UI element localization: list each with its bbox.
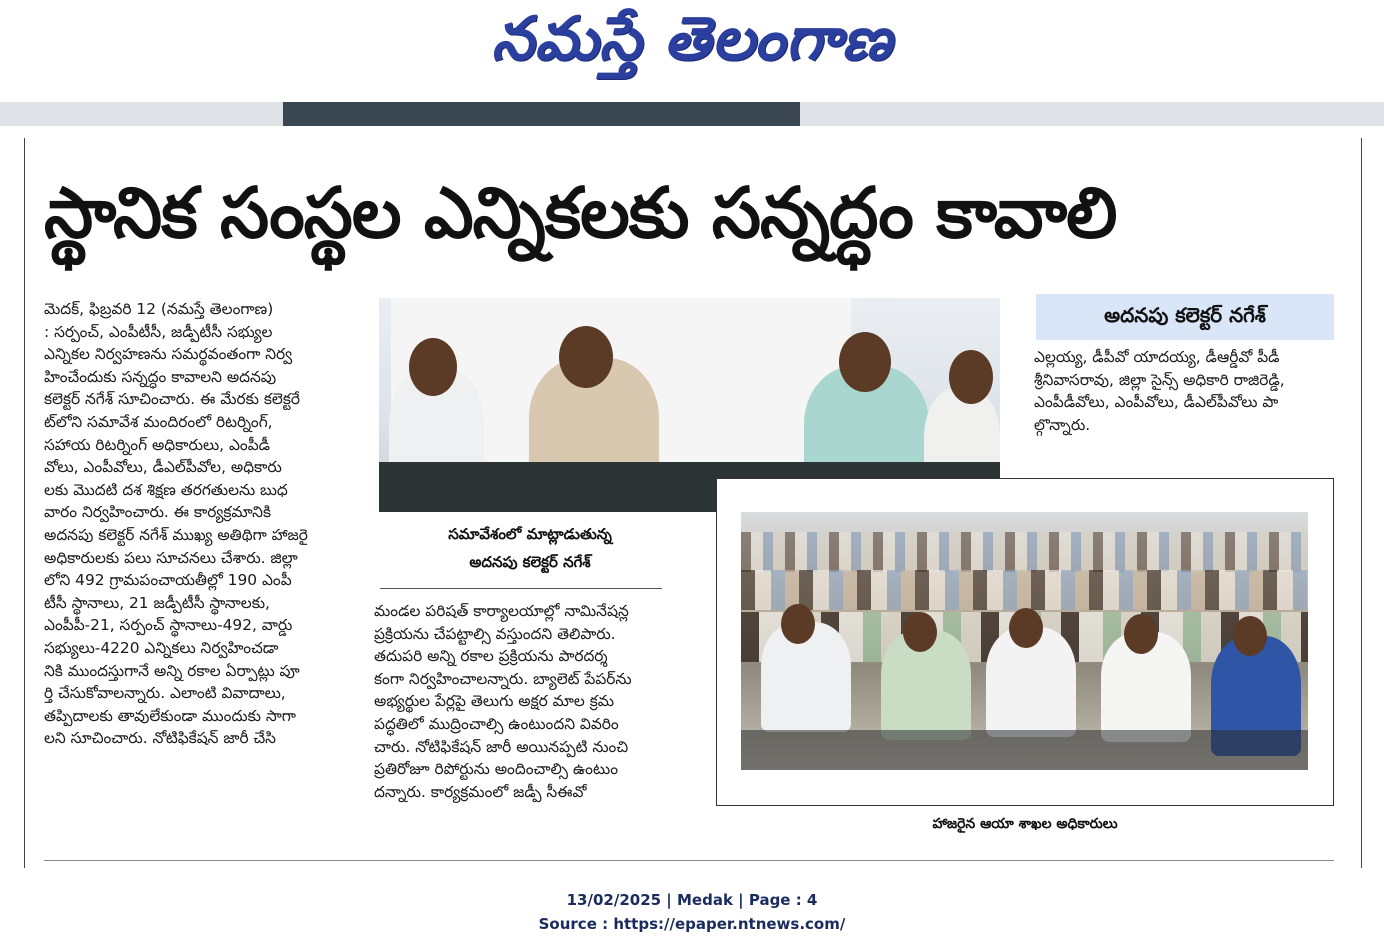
photo2-caption: హాజరైన ఆయా శాఖల అధికారులు — [932, 816, 1118, 832]
footer-date-edition: 13/02/2025 | Medak | Page : 4 — [566, 891, 818, 909]
person-4-head — [949, 350, 993, 404]
attendee-5-head — [1233, 616, 1267, 656]
article-line: టీసీ స్థానాలు, 21 జడ్పీటీసీ స్థానాలకు, — [44, 593, 270, 612]
article-line: ఎంపీడీవోలు, ఎంపీవోలు, డీఎల్‌పీవోలు పా — [1034, 393, 1279, 412]
article-line: ర్తి చేసుకోవాలన్నారు. ఎలాంటి వివాదాలు, — [44, 684, 286, 703]
article-line: లని సూచించారు. నోటిఫికేషన్ జారీ చేసి — [44, 729, 276, 748]
article-line: కంగా నిర్వహించాలన్నారు. బ్యాలెట్ పేపర్‌ను — [374, 669, 632, 688]
article-column-2 — [374, 600, 680, 840]
article-line: దన్నారు. కార్యక్రమంలో జడ్పీ సీఈవో — [374, 782, 587, 801]
page-footer — [0, 888, 1384, 940]
attendee-1-head — [781, 604, 815, 644]
article-line: ల్గొన్నారు. — [1034, 415, 1091, 434]
article-line: శ్రీనివాసరావు, జిల్లా సైన్స్ అధికారి రాజిరెడ్డి, — [1034, 370, 1285, 389]
bottom-rule — [44, 860, 1334, 861]
article-line: వోలు, ఎంపీవోలు, డీఎల్‌పీవోల, అధికారు — [44, 458, 282, 477]
article-headline: స్థానిక సంస్థల ఎన్నికలకు సన్నద్ధం కావాలి — [44, 172, 1117, 254]
article-line: : సర్పంచ్, ఎంపీటీసీ, జడ్పీటీసీ సభ్యుల — [44, 322, 273, 341]
article-line: వారం నిర్వహించారు. ఈ కార్యక్రమానికి — [44, 503, 272, 522]
person-1-head — [409, 338, 457, 396]
article-line: సహాయ రిటర్నింగ్ అధికారులు, ఎంపీడీ — [44, 435, 271, 454]
crowd-row-back — [741, 532, 1308, 572]
subheading-box: అదనపు కలెక్టర్ నగేశ్ — [1036, 294, 1334, 340]
header-band-dark — [283, 102, 800, 126]
crowd-row-middle — [741, 570, 1308, 610]
frame-left-rule — [24, 138, 25, 868]
frame-right-rule — [1361, 138, 1362, 868]
masthead — [0, 0, 1384, 100]
photo1-caption — [380, 520, 680, 580]
newspaper-logo: నమస్తే తెలంగాణ — [491, 4, 893, 74]
photo1-caption-line2: అదనపు కలెక్టర్ నగేశ్ — [469, 553, 591, 571]
article-line: అభ్యర్థుల పేర్లపై తెలుగు అక్షర మాల క్రమ — [374, 692, 615, 711]
person-2-head — [559, 326, 613, 388]
attendee-2-head — [903, 612, 937, 652]
article-column-1 — [44, 298, 350, 846]
article-line: సభ్యులు-4220 ఎన్నికలు నిర్వహించడా — [44, 638, 279, 657]
front-desks — [741, 730, 1308, 770]
attendee-4-head — [1124, 614, 1158, 654]
article-line: పద్ధతిలో ముద్రించాల్సి ఉంటుందని వివరిం — [374, 714, 619, 733]
article-line: కలెక్టర్ నగేశ్ సూచించారు. ఈ మేరకు కలెక్టరే — [44, 390, 300, 409]
article-line: లకు మొదటి దశ శిక్షణ తరగతులను బుధ — [44, 480, 288, 499]
article-line: ప్రక్రియను చేపట్టాల్సి వస్తుందని తెలిపారు. — [374, 624, 616, 643]
article-line: హించేందుకు సన్నద్ధం కావాలని అదనపు — [44, 367, 277, 386]
photo-audience — [741, 512, 1308, 770]
article-line: అదనపు కలెక్టర్ నగేశ్ ముఖ్య అతిథిగా హాజరై — [44, 525, 308, 544]
article-column-3 — [1034, 346, 1340, 456]
article-line: చారు. నోటిఫికేషన్ జారీ అయినప్పటి నుంచి — [374, 737, 629, 756]
article-line: తదుపరి అన్ని రకాల ప్రక్రియను పారదర్శ — [374, 647, 608, 666]
article-line: ఎంపీపీ-21, సర్పంచ్ స్థానాలు-492, వార్డు — [44, 616, 293, 635]
photo1-caption-line1: సమావేశంలో మాట్లాడుతున్న — [448, 525, 612, 543]
caption-rule — [380, 588, 662, 589]
person-3-head — [839, 332, 891, 392]
attendee-3-head — [1009, 608, 1043, 648]
footer-source: Source : https://epaper.ntnews.com/ — [538, 915, 846, 933]
article-line: తప్పిదాలకు తావులేకుండా ముందుకు సాగా — [44, 706, 296, 725]
article-line: మెదక్, ఫిబ్రవరి 12 (నమస్తే తెలంగాణ) — [44, 300, 274, 318]
article-line: ఎన్నికల నిర్వహణను సమర్థవంతంగా నిర్వ — [44, 345, 293, 364]
article-line: ఎల్లయ్య, డీపీవో యాదయ్య, డీఆర్డీవో పీడీ — [1034, 348, 1280, 366]
article-line: ట్‌లోని సమావేశ మందిరంలో రిటర్నింగ్, — [44, 412, 273, 431]
article-line: ప్రతిరోజూ రిపోర్టును అందించాల్సి ఉంటుం — [374, 760, 618, 779]
article-line: అధికారులకు పలు సూచనలు చేశారు. జిల్లా — [44, 548, 298, 567]
article-line: లోని 492 గ్రామపంచాయతీల్లో 190 ఎంపీ — [44, 571, 292, 590]
article-line: నికి ముందస్తుగానే అన్ని రకాల ఏర్పాట్లు పూ — [44, 661, 300, 680]
article-line: మండల పరిషత్ కార్యాలయాల్లో నామినేషన్ల — [374, 602, 629, 620]
